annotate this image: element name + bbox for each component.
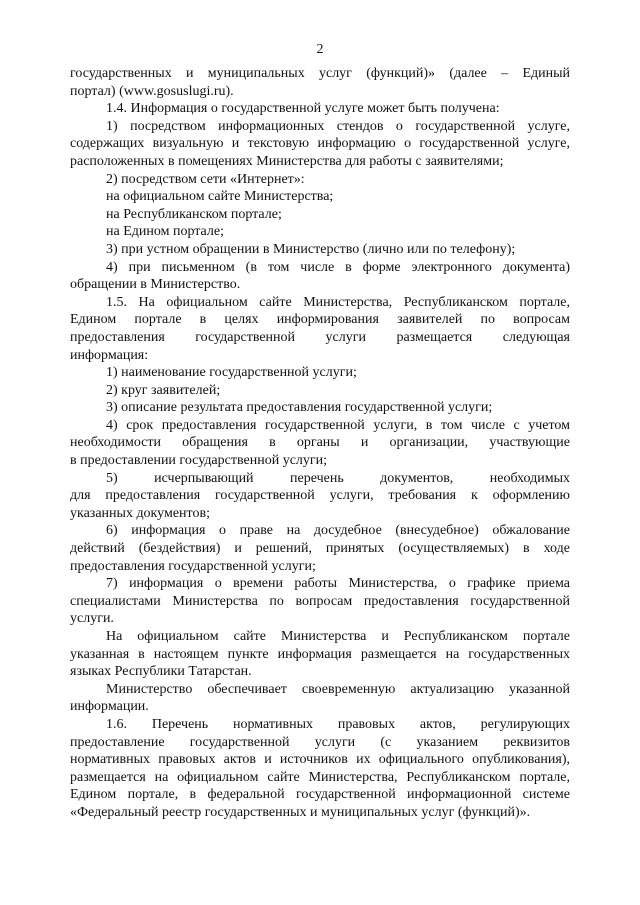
text-line: нормативных правовых актов и источников их официального опубликования), <box>70 752 570 768</box>
text-line: Едином портале, в федеральной государственной информационной системе <box>70 787 570 803</box>
text-line: 1.6. Перечень нормативных правовых актов, регулирующих <box>106 716 570 732</box>
text-line: предоставления государственной услуги; <box>70 558 316 574</box>
text-line: действий (бездействия) и решений, принятых (осуществляемых) в ходе <box>70 541 570 557</box>
text-line: 1.5. На официальном сайте Министерства, Республиканском портале, <box>106 294 570 310</box>
document-body <box>70 65 570 822</box>
text-line: 2) круг заявителей; <box>106 382 221 398</box>
text-line: необходимости обращения в органы и организации, участвующие <box>70 435 570 451</box>
text-line: на Едином портале; <box>106 224 224 240</box>
text-line: размещается на официальном сайте Министерства, Республиканском портале, <box>70 769 570 785</box>
text-line: услуги. <box>70 611 114 627</box>
text-line: 3) описание результата предоставления государственной услуги; <box>106 400 493 416</box>
text-line: предоставление государственной услуги (с указанием реквизитов <box>70 734 570 750</box>
text-line: в предоставлении государственной услуги; <box>70 453 328 469</box>
text-line: предоставления государственной услуги размещается следующая <box>70 329 570 345</box>
text-line: 3) при устном обращении в Министерство (лично или по телефону); <box>106 241 516 257</box>
text-line: 4) срок предоставления государственной услуги, в том числе с учетом <box>106 417 570 433</box>
text-line: языках Республики Татарстан. <box>70 664 252 680</box>
text-line: 7) информация о времени работы Министерства, о графике приема <box>106 576 570 592</box>
text-line: 5) исчерпывающий перечень документов, необходимых <box>106 470 570 486</box>
text-line: на Республиканском портале; <box>106 206 282 222</box>
text-line: 1.4. Информация о государственной услуге может быть получена: <box>106 101 500 117</box>
text-line: информации. <box>70 699 149 715</box>
text-line: указанных документов; <box>70 505 210 521</box>
text-line: 1) посредством информационных стендов о государственной услуге, <box>106 118 570 134</box>
text-line: На официальном сайте Министерства и Республиканском портале <box>106 629 570 644</box>
text-line: 1) наименование государственной услуги; <box>106 365 357 381</box>
text-line: «Федеральный реестр государственных и муниципальных услуг (функций)». <box>70 804 531 820</box>
text-line: портал) (www.gosuslugi.ru). <box>70 83 234 99</box>
text-line: Министерство обеспечивает своевременную актуализацию указанной <box>106 681 570 697</box>
text-line: 2) посредством сети «Интернет»: <box>106 171 305 187</box>
page-number: 2 <box>316 42 324 57</box>
text-line: государственных и муниципальных услуг (функций)» (далее – Единый <box>70 66 570 81</box>
text-line: содержащих визуальную и текстовую информацию о государственной услуге, <box>70 136 570 152</box>
text-line: на официальном сайте Министерства; <box>106 189 334 205</box>
text-line: для предоставления государственной услуги, требования к оформлению <box>70 488 570 504</box>
text-line: 6) информация о праве на досудебное (внесудебное) обжалование <box>106 523 570 539</box>
text-line: Едином портале в целях информирования заявителей по вопросам <box>70 312 570 328</box>
text-line: расположенных в помещениях Министерства для работы с заявителями; <box>70 153 504 169</box>
text-line: информация: <box>70 347 149 363</box>
text-line: 4) при письменном (в том числе в форме электронного документа) <box>106 259 570 275</box>
text-line: указанная в настоящем пункте информация размещается на государственных <box>70 646 570 662</box>
text-line: обращении в Министерство. <box>70 277 241 293</box>
text-line: специалистами Министерства по вопросам предоставления государственной <box>70 593 570 609</box>
